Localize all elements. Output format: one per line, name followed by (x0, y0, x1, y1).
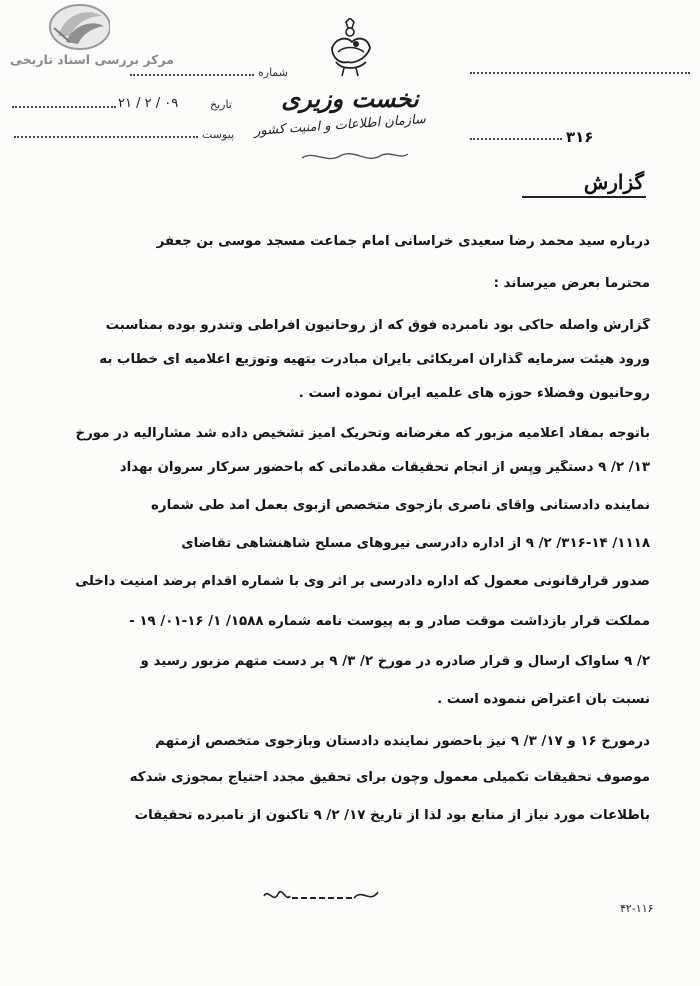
subject-line: درباره سید محمد رضا سعیدی خراسانی امام جماعت مسجد موسی بن جعفر (156, 234, 650, 249)
organization-title: نخست وزیری (281, 84, 419, 113)
body-line: ۱۱۱۸/ ۳۱۶-۱۴/ ۲/ ۹ از اداره دادرسی نیروهای مسلح شاهنشاهی تقاضای (181, 536, 650, 551)
archive-logo-icon (44, 2, 110, 52)
body-line: باطلاعات مورد نیاز از منابع بود لذا از تاریخ ۱۷/ ۲/ ۹ تاکنون از نامبرده تحقیقات (134, 808, 650, 823)
document-code: ۴۲-۱۱۶ (620, 902, 654, 915)
number-label: شماره (258, 66, 289, 79)
date-value: ۲۱ / ۲ / ۰۹ (118, 96, 179, 111)
body-line: موصوف تحقیقات تکمیلی معمول وچون برای تحقیق مجدد احتیاج بمجوزی شدکه (129, 770, 650, 785)
attachment-label: پیوست (202, 128, 235, 141)
body-line: صدور قرارقانونی معمول که اداره دادرسی بر اثر وی با شماره اقدام برضد امنیت داخلی (75, 574, 650, 589)
date-field-line (12, 106, 116, 108)
body-line: روحانیون وفضلاء حوزه های علمیه ایران نموده است . (298, 386, 650, 401)
body-line: درمورخ ۱۶ و ۱۷/ ۳/ ۹ نیز باحضور نماینده دادستان وبازجوی متخصص ازمتهم (155, 734, 650, 749)
salutation-line: محترماً بعرض میرساند : (493, 276, 650, 291)
header-right-line (470, 72, 690, 74)
body-line: باتوجه بمفاد اعلامیه مزبور که مغرضانه وتحریک آمیز تشخیص داده شد مشارالیه در مورخ (75, 426, 650, 441)
body-line: ۱۳/ ۲/ ۹ دستگیر وپس از انجام تحقیقات مقدماتی که باحضور سرکار سروان بهداد (119, 460, 650, 475)
reference-number: ۳۱۶ (566, 128, 594, 146)
body-line: نماینده دادستانی وآقای ناصری بازجوی متخصص ازبوی بعمل آمد طی شماره (151, 498, 650, 513)
body-line: ۲/ ۹ ساواک ارسال و قرار صادره در مورخ ۲/ ۳/ ۹ بر دست متهم مزبور رسید و (140, 654, 650, 669)
watermark-text: مرکز بررسی اسناد تاریخی (10, 52, 174, 67)
body-line: ورود هیئت سرمایه گذاران امریکائی بایران مبادرت بتهیه وتوزیع اعلامیه ای خطاب به (99, 352, 650, 367)
document-type-underline (522, 196, 646, 198)
body-line: مملکت قرار بازداشت موقت صادر و به پیوست نامه شماره ۱۵۸۸/ ۱/ ۱۶-۰۱/ ۱۹ - (129, 614, 650, 629)
handwritten-scribble (300, 146, 410, 168)
document-type: گزارش (583, 170, 644, 194)
number-field-line (130, 74, 254, 76)
body-line: گزارش واصله حاکی بود نامبرده فوق که از روحانیون افراطی وتندرو بوده بمناسبت (105, 318, 650, 333)
attachment-field-line (14, 136, 198, 138)
signature-scribble (258, 878, 382, 912)
body-line: نسبت بآن اعتراض ننموده است . (437, 692, 650, 707)
lion-and-sun-emblem-icon (322, 18, 378, 78)
reference-line (470, 138, 562, 140)
watermark (6, 2, 176, 72)
date-label: تاریخ (210, 98, 232, 111)
organization-subtitle: سازمان اطلاعات و امنیت کشور (253, 112, 427, 139)
